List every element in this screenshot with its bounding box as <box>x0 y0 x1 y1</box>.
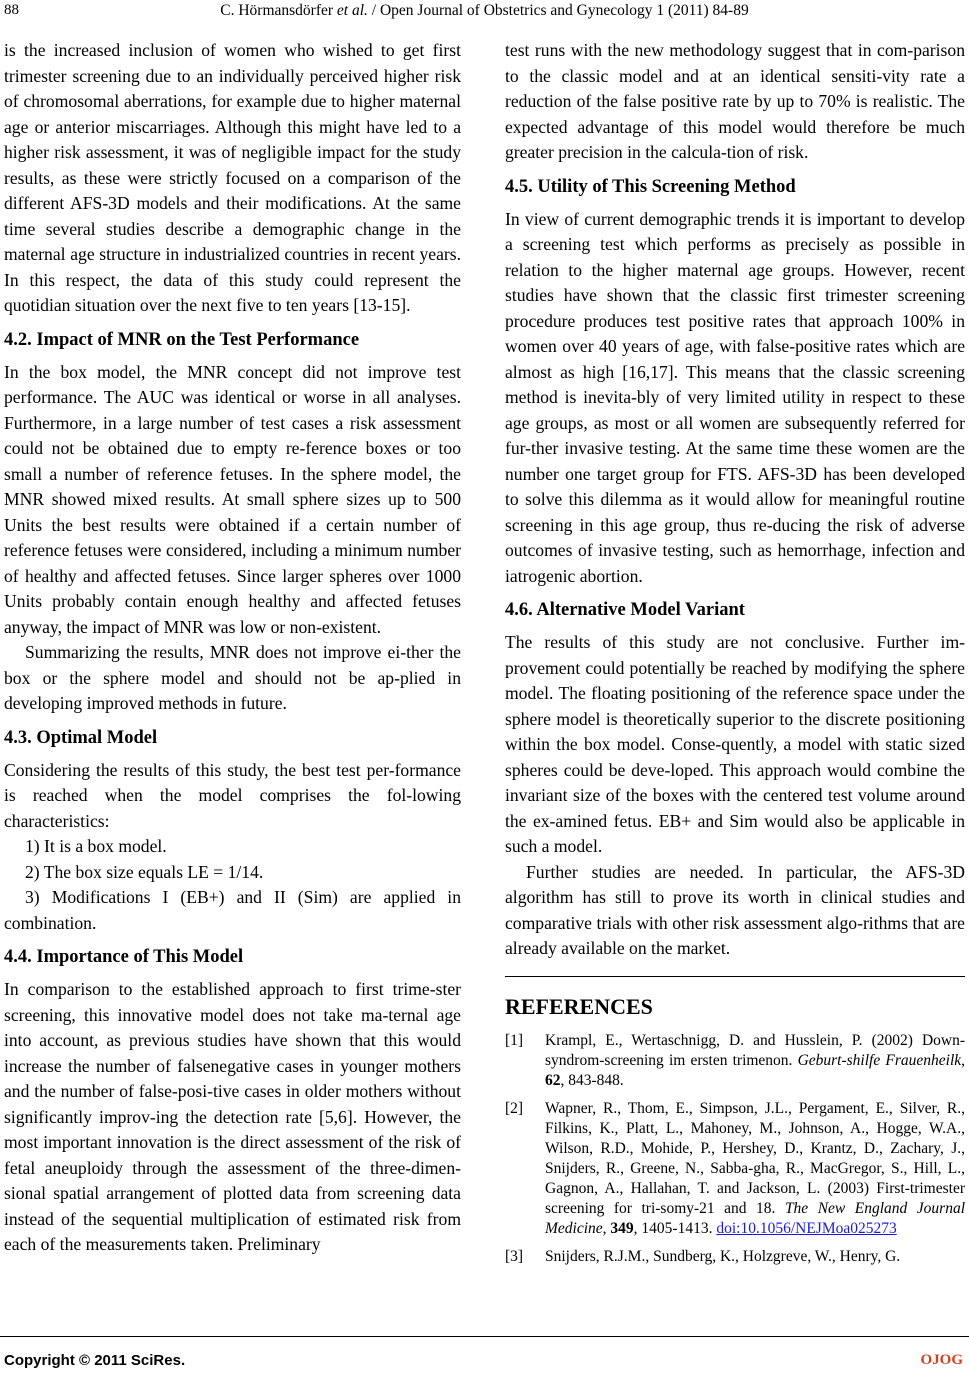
section-heading-4-4: 4.4. Importance of This Model <box>4 947 244 967</box>
section-divider <box>505 976 965 977</box>
reference-item <box>505 1031 965 1091</box>
footer-rule <box>0 1336 969 1337</box>
journal-abbreviation: OJOG <box>920 1352 963 1368</box>
reference-separator: , <box>602 1219 611 1237</box>
right-column <box>505 38 965 1275</box>
paragraph-4-3: Considering the results of this study, the best test per-formance is reached when the model comprises the fol-lowing characteristics: <box>4 759 461 831</box>
reference-text: Snijders, R.J.M., Sundberg, K., Holzgreve, W., Henry, G. <box>545 1247 901 1265</box>
paragraph-4-6-a: The results of this study are not conclusive. Further im-provement could potentially be reached by modifying the sphere model. The floating positioning of the reference space under the sphere model is theoretically superior to the discrete positioning within the box model. Conse-quently, a model with static sized spheres could be deve-loped. This approach would combine the invariant size of the boxes with the centered test volume around the ex-amined fetus. EB+ and Sim would also be applicable in such a model. <box>505 632 965 856</box>
copyright-notice: Copyright © 2011 SciRes. <box>4 1352 186 1369</box>
reference-journal: Geburt-shilfe Frauenheilk <box>797 1051 962 1069</box>
paragraph-4-2-b: Summarizing the results, MNR does not improve ei-ther the box or the sphere model and should not be ap-plied in developing improved methods in future. <box>4 642 461 713</box>
paragraph-4-6-b: Further studies are needed. In particular, the AFS-3D algorithm has still to prove its worth in clinical studies and comparative trials with other risk assessment algo-rithms that are already available on the market. <box>505 861 965 958</box>
list-item: 3) Modifications I (EB+) and II (Sim) are applied in combination. <box>4 887 461 933</box>
reference-volume: 349 <box>610 1219 634 1237</box>
reference-separator: , <box>961 1051 965 1069</box>
running-title <box>0 2 969 20</box>
reference-number: [3] <box>505 1247 524 1265</box>
reference-item <box>505 1099 965 1239</box>
section-heading-4-3: 4.3. Optimal Model <box>4 727 158 748</box>
list-item: 1) It is a box model. <box>25 836 167 856</box>
reference-journal: The New England Journal Medicine <box>545 1199 965 1237</box>
reference-item <box>505 1247 965 1267</box>
page-number: 88 <box>4 2 19 18</box>
reference-pages: , 1405-1413. <box>633 1219 717 1237</box>
running-title-authors: C. Hörmansdörfer <box>220 2 337 19</box>
reference-number: [2] <box>505 1099 524 1117</box>
left-column <box>4 38 461 1258</box>
doi-link[interactable]: doi:10.1056/NEJMoa025273 <box>716 1219 897 1237</box>
reference-pages: , 843-848. <box>560 1071 624 1089</box>
section-heading-4-6: 4.6. Alternative Model Variant <box>505 600 745 620</box>
section-heading-4-2: 4.2. Impact of MNR on the Test Performance <box>4 329 360 350</box>
reference-text: Krampl, E., Wertaschnigg, D. and Husslein, P. (2002) Down-syndrom-screening im ersten trimenon. <box>545 1031 965 1069</box>
paragraph-4-4: In comparison to the established approach to first trime-ster screening, this innovative model does not take ma-ternal age into account, as previous studies have shown that this would increase the number of falsenegative cases in younger mothers and the number of false-posi-tive cases in older mothers without significantly improv-ing the detection rate [5,6]. However, the most important innovation is the direct assessment of the risk of fetal aneuploidy through the assessment of the three-dimen-sional spatial arrangement of plotted data from screening data instead of the sequential multiplication of estimated risk from each of the measurements taken. Preliminary <box>4 979 461 1254</box>
running-title-journal: / Open Journal of Obstetrics and Gynecology 1 (2011) 84-89 <box>367 2 749 19</box>
paragraph-4-5: In view of current demographic trends it is important to develop a screening test which performs as precisely as possible in relation to the higher maternal age groups. However, recent studies have shown that the classic first trimester screening procedure produces test positive rates that approach 100% in women over 40 years of age, with false-positive rates which are almost as high [16,17]. This means that the classic screening method is inevita-bly of very limited utility in respect to these age groups, as most or all women are subsequently referred for fur-ther invasive testing. At the same time these women are the number one target group for FTS. AFS-3D has been developed to solve this dilemma as it would allow for meaningful routine screening in this age group, thus re-ducing the risk of adverse outcomes of invasive testing, such as hemorrhage, infection and iatrogenic abortion. <box>505 208 965 586</box>
list-item: 2) The box size equals LE = 1/14. <box>25 861 264 882</box>
reference-number: [1] <box>505 1031 524 1049</box>
intro-paragraph: is the increased inclusion of women who wished to get first trimester screening due to an individually perceived higher risk of chromosomal aberrations, for example due to higher maternal age or anterior miscarriages. Although this might have led to a higher risk assessment, it was of negligible impact for the study results, as these were strictly focused on a comparison of the different AFS-3D models and their modifications. At the same time several studies describe a demographic change in the maternal age structure in industrialized countries in recent years. In this respect, the data of this study could represent the quotidian situation over the next five to ten years [13-15]. <box>4 40 461 315</box>
section-heading-4-5: 4.5. Utility of This Screening Method <box>505 176 796 197</box>
continued-paragraph: test runs with the new methodology suggest that in com-parison to the classic model and at an identical sensiti-vity rate a reduction of the false positive rate by up to 70% is realistic. The expected advantage of this model would therefore be much greater precision in the calcula-tion of risk. <box>505 40 965 162</box>
references-heading: REFERENCES <box>505 993 653 1019</box>
paragraph-4-2-a: In the box model, the MNR concept did not improve test performance. The AUC was identical or worse in all analyses. Furthermore, in a large number of test cases a risk assessment could not be obtained due to empty re-ference boxes or too small a number of reference fetuses. In the sphere model, the MNR showed mixed results. At small sphere sizes up to 500 Units the best results were obtained if a certain number of reference fetuses were considered, including a minimum number of healthy and affected fetuses. Since larger spheres over 1000 Units probably contain enough healthy and affected fetuses anyway, the impact of MNR was low or non-existent. <box>4 361 461 637</box>
running-title-etal: et al. <box>336 2 368 19</box>
reference-volume: 62 <box>545 1071 561 1089</box>
reference-text: Wapner, R., Thom, E., Simpson, J.L., Pergament, E., Silver, R., Filkins, K., Platt, L., Mahoney, M., Johnson, A., Hogge, W.A., Wilson, R.D., Mohide, P., Hershey, D., Krantz, D., Zachary, J., Snijders, R., Greene, N., Sabba-gha, R., MacGregor, S., Hill, L., Gagnon, A., Hallahan, T. and Jackson, L. (2003) First-trimester screening for tri-somy-21 and 18. <box>545 1099 965 1217</box>
